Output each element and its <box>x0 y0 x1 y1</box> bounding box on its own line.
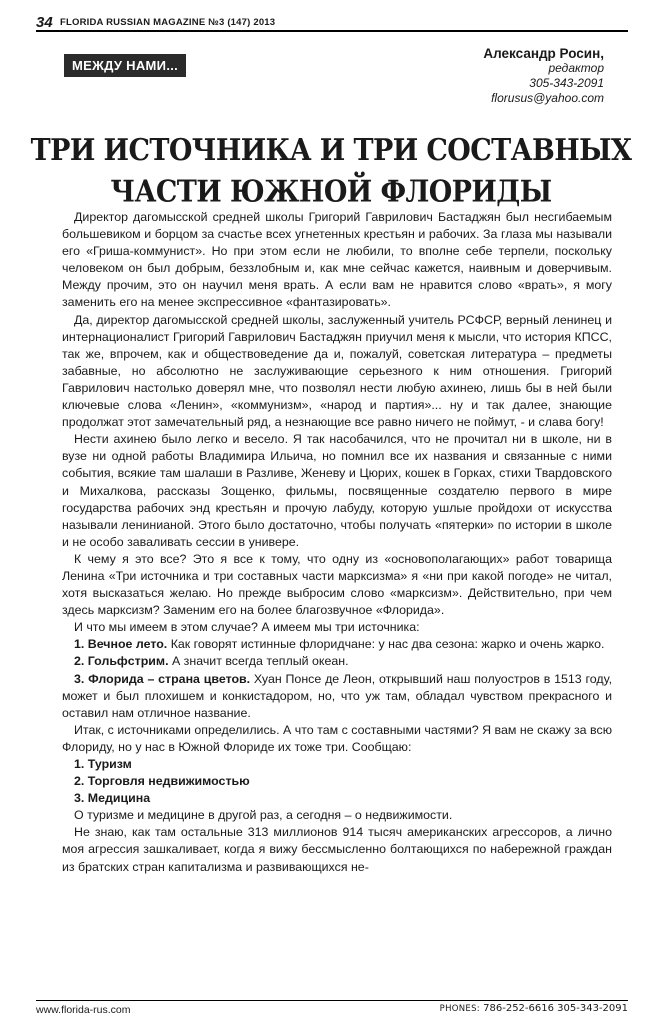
author-name: Александр Росин, <box>483 46 604 61</box>
source-item-title: 1. Вечное лето. <box>74 637 168 652</box>
phones-value: 786-252-6616 305-343-2091 <box>483 1003 628 1014</box>
phones-label: PHONES: <box>439 1004 480 1014</box>
author-email: florusus@yahoo.com <box>491 91 604 105</box>
footer-website: www.florida-rus.com <box>36 1004 131 1016</box>
source-item-title: 2. Гольфстрим. <box>74 654 169 669</box>
part-item: 1. Туризм <box>74 757 132 771</box>
paragraph: Не знаю, как там остальные 313 миллионов 914 тысяч американских агрессоров, а лично моя агрессия зашкаливает, когда я вижу бессмысленно болтающихся по набережной граждан из братских стран капитализма и развивающихся не- <box>62 825 612 874</box>
headline-line-2: ЧАСТИ ЮЖНОЙ ФЛОРИДЫ <box>110 174 552 210</box>
paragraph: И что мы имеем в этом случае? А имеем мы три источника: <box>74 620 420 635</box>
paragraph: Да, директор дагомысской средней школы, заслуженный учитель РСФСР, верный ленинец и интернационалист Григорий Гаврилович Бастаджян приучил меня к мысли, что история КПСС, так же, впрочем, как и обществоведение да и, пожалуй, советская литература – предметы забавные, но абсолютно не заслуживающие серьезного к ним отношения. Григорий Гаврилович настолько доверял мне, что позволял нести любую ахинею, лишь бы в ней были ключевые слова «Ленин», «коммунизм», «народ и партия»... ну и так далее, знающие продолжат этот замечательный ряд, а незнающие все равно ничего не поймут, - и слава богу! <box>62 312 612 430</box>
footer-phones <box>440 1003 628 1014</box>
article-headline <box>0 130 662 213</box>
page-number: 34 <box>36 14 53 31</box>
author-role: редактор <box>548 61 604 75</box>
source-item-text: Как говорят истинные флоридчане: у нас два сезона: жарко и очень жарко. <box>167 637 605 652</box>
paragraph: Итак, с источниками определились. А что там с составными частями? Я вам не скажу за всю Флориду, но у нас в Южной Флориде их тоже три. Сообщаю: <box>62 722 612 754</box>
section-tag: МЕЖДУ НАМИ... <box>64 54 186 77</box>
paragraph: Директор дагомысской средней школы Григорий Гаврилович Бастаджян был несгибаемым большевиком и борцом за счастье всех угнетенных крестьян и рабочих. За глаза мы называли его «Гриша-коммунист». Но при этом если не любили, то вполне себе терпели, поскольку человеком он был добрым, беззлобным и, как мне сейчас кажется, наивным и доверчивым. Между прочим, это он научил меня врать. А если вам не нравится слово «врать», я могу заменить его на менее экспрессивное «фантазировать». <box>62 210 612 310</box>
part-item: 2. Торговля недвижимостью <box>74 774 250 789</box>
paragraph: К чему я это все? Это я все к тому, что одну из «основополагающих» работ товарища Ленина «Три источника и три составных части марксизма» я «ни при какой погоде» не читал, хотя высказаться желаю. Но прежде выбросим слово «марксизм». Действительно, при чем здесь марксизм? Заменим его на более благозвучное «Флорида». <box>62 551 612 618</box>
author-phone: 305-343-2091 <box>529 76 604 90</box>
paragraph: О туризме и медицине в другой раз, а сегодня – о недвижимости. <box>74 808 453 823</box>
page-header <box>36 16 628 32</box>
magazine-title: FLORIDA RUSSIAN MAGAZINE №3 (147) 2013 <box>60 17 276 28</box>
source-item-text: Хуан Понсе де Леон, открывший наш полуостров в 1513 году, может и был плохишем и конкистадором, но, что уж там, обладал чувством прекрасного и оставил нам отличное название. <box>62 671 613 720</box>
source-item-1 <box>62 636 612 653</box>
source-item-3 <box>62 671 612 722</box>
author-block <box>483 46 604 106</box>
headline-line-1: ТРИ ИСТОЧНИКА И ТРИ СОСТАВНЫХ <box>30 133 632 169</box>
source-item-text: А значит всегда теплый океан. <box>168 654 349 669</box>
page-footer <box>36 1000 628 1016</box>
source-item-title: 3. Флорида – страна цветов. <box>74 671 251 686</box>
paragraph: Нести ахинею было легко и весело. Я так насобачился, что не прочитал ни в школе, ни в вузе ни одной работы Владимира Ильича, но помнил все их названия и связанные с ними события, всякие там шалаши в Разливе, Женеву и Цюрих, кошек в Горках, стихи Твардовского и Михалкова, рассказы Зощенко, фильмы, посвященные создателю первого в мире государства рабочих энд крестьян и прочую лабуду, которую ушлые пройдохи от искусства называли ленинианой. Этого было достаточно, чтобы получать «пятерки» по истории в школе и не особо заваливать сессии в универе. <box>62 432 612 549</box>
source-item-2 <box>62 653 612 670</box>
part-item: 3. Медицина <box>74 791 151 806</box>
article-body <box>62 209 612 876</box>
